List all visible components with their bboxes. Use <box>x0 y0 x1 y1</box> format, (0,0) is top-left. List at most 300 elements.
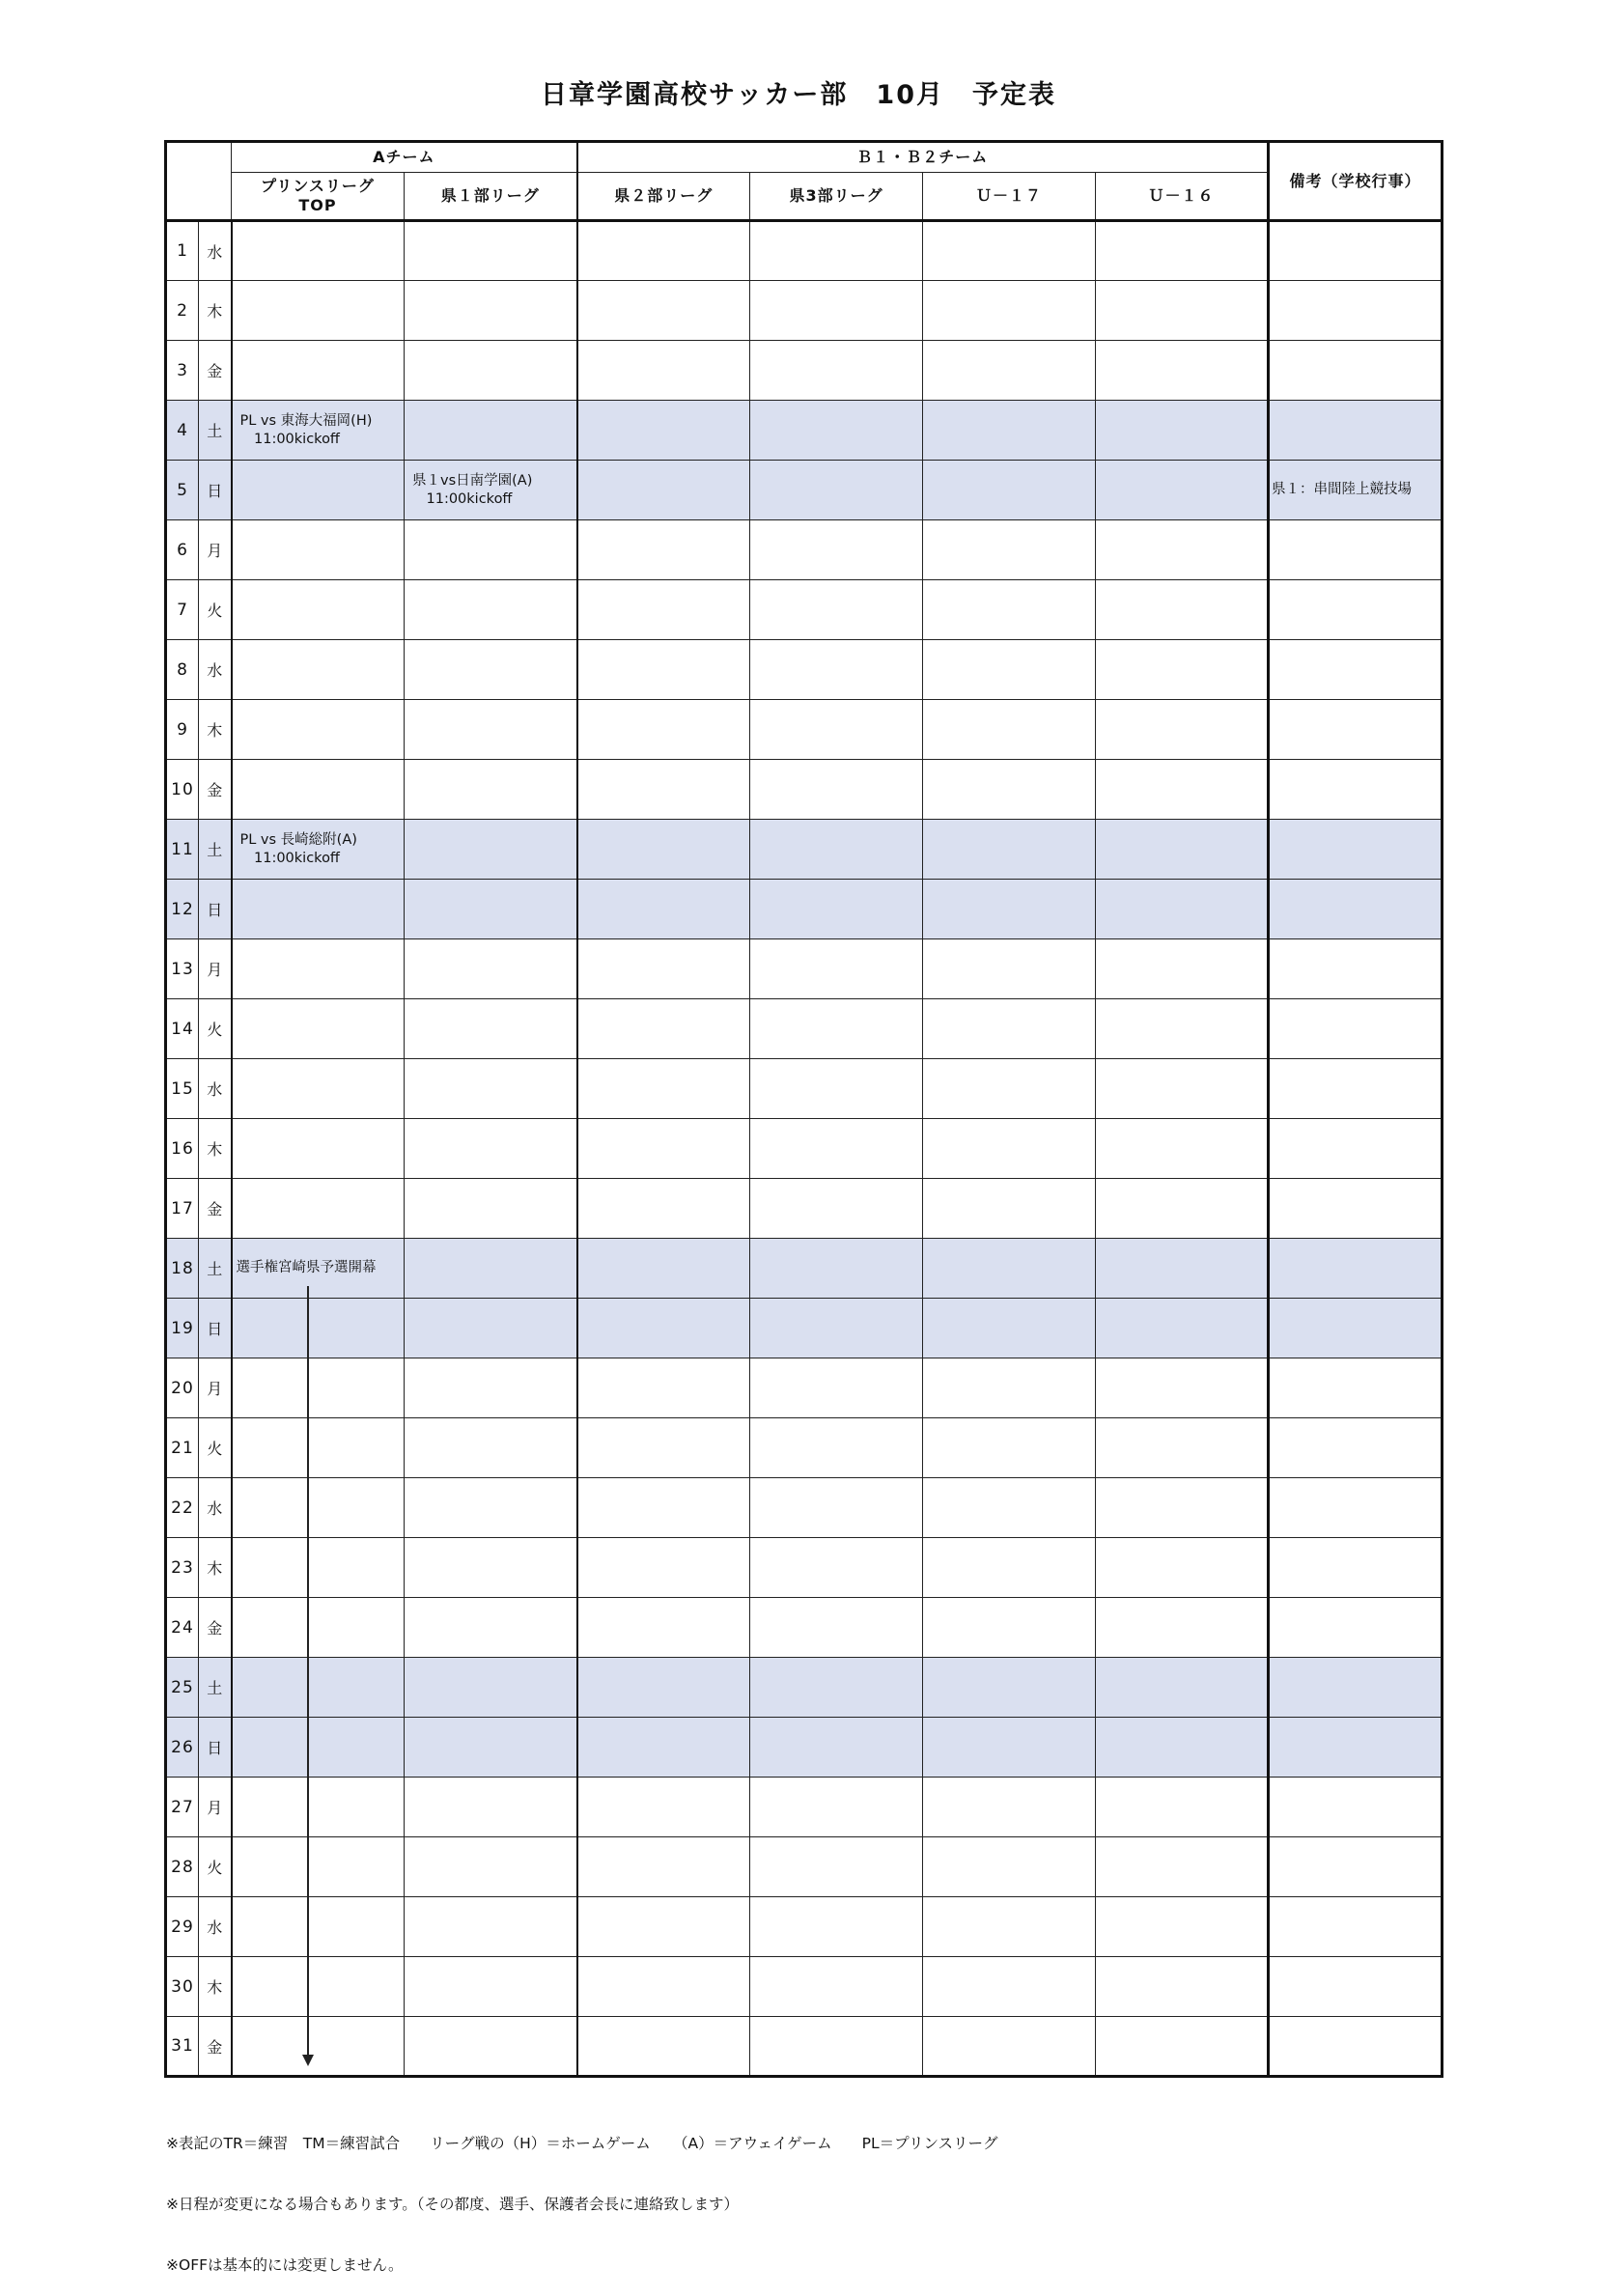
cell-ken1: 県１vs日南学園(A) 11:00kickoff <box>405 461 577 520</box>
cell-u16 <box>1096 939 1269 999</box>
cell-ken2 <box>577 1598 750 1658</box>
cell-ken3 <box>750 640 923 700</box>
cell-u17 <box>923 1179 1096 1239</box>
weekday: 土 <box>199 401 232 461</box>
weekday: 土 <box>199 1239 232 1299</box>
cell-prince <box>232 1778 405 1837</box>
cell-u16 <box>1096 1478 1269 1538</box>
cell-prince <box>232 1478 405 1538</box>
cell-prince <box>232 1418 405 1478</box>
cell-ken1 <box>405 1897 577 1957</box>
cell-u16 <box>1096 520 1269 580</box>
cell-prince <box>232 1598 405 1658</box>
cell-u16 <box>1096 2017 1269 2077</box>
cell-ken2 <box>577 461 750 520</box>
cell-u16 <box>1096 1718 1269 1778</box>
cell-ken3 <box>750 1059 923 1119</box>
cell-remarks <box>1269 580 1443 640</box>
table-row <box>166 1059 1443 1119</box>
cell-ken1 <box>405 1418 577 1478</box>
footnotes <box>166 2093 998 2296</box>
schedule-table <box>164 140 1443 2078</box>
table-row <box>166 1119 1443 1179</box>
cell-ken2 <box>577 1837 750 1897</box>
cell-ken1 <box>405 1358 577 1418</box>
table-row <box>166 1179 1443 1239</box>
cell-prince <box>232 1059 405 1119</box>
cell-u17 <box>923 1598 1096 1658</box>
table-row <box>166 1299 1443 1358</box>
cell-u17 <box>923 221 1096 281</box>
cell-u17 <box>923 640 1096 700</box>
cell-u16 <box>1096 1897 1269 1957</box>
cell-prince: PL vs 長崎総附(A) 11:00kickoff <box>232 820 405 880</box>
cell-ken2 <box>577 700 750 760</box>
table-row <box>166 1778 1443 1837</box>
cell-ken1 <box>405 1059 577 1119</box>
day-number: 25 <box>166 1658 199 1718</box>
day-number: 27 <box>166 1778 199 1837</box>
header-corner <box>166 142 232 221</box>
cell-remarks <box>1269 281 1443 341</box>
weekday: 木 <box>199 700 232 760</box>
weekday: 木 <box>199 1119 232 1179</box>
cell-ken2 <box>577 880 750 939</box>
weekday: 木 <box>199 1957 232 2017</box>
cell-u16 <box>1096 461 1269 520</box>
cell-u16 <box>1096 1179 1269 1239</box>
cell-prince <box>232 700 405 760</box>
cell-u17 <box>923 1119 1096 1179</box>
cell-prince <box>232 880 405 939</box>
cell-ken1 <box>405 1119 577 1179</box>
weekday: 火 <box>199 1837 232 1897</box>
cell-u16 <box>1096 1299 1269 1358</box>
cell-u17 <box>923 1299 1096 1358</box>
table-row <box>166 281 1443 341</box>
cell-ken1 <box>405 999 577 1059</box>
cell-ken2 <box>577 1778 750 1837</box>
cell-ken1 <box>405 1598 577 1658</box>
cell-u16 <box>1096 580 1269 640</box>
cell-ken3 <box>750 1718 923 1778</box>
cell-ken2 <box>577 520 750 580</box>
cell-prince <box>232 1538 405 1598</box>
cell-remarks <box>1269 1778 1443 1837</box>
weekday: 金 <box>199 2017 232 2077</box>
day-number: 5 <box>166 461 199 520</box>
cell-ken2 <box>577 341 750 401</box>
cell-ken2 <box>577 1179 750 1239</box>
cell-u16 <box>1096 1837 1269 1897</box>
table-row <box>166 1897 1443 1957</box>
cell-ken2 <box>577 281 750 341</box>
table-row <box>166 1658 1443 1718</box>
cell-u16 <box>1096 1119 1269 1179</box>
cell-remarks <box>1269 341 1443 401</box>
cell-ken3 <box>750 760 923 820</box>
cell-prince: PL vs 東海大福岡(H) 11:00kickoff <box>232 401 405 461</box>
cell-u17 <box>923 939 1096 999</box>
cell-u17 <box>923 1778 1096 1837</box>
day-number: 6 <box>166 520 199 580</box>
cell-prince <box>232 1658 405 1718</box>
header-prince-top: プリンスリーグ TOP <box>232 173 405 221</box>
table-row <box>166 1957 1443 2017</box>
cell-ken3 <box>750 520 923 580</box>
weekday: 土 <box>199 1658 232 1718</box>
weekday: 月 <box>199 939 232 999</box>
cell-u17 <box>923 880 1096 939</box>
table-row <box>166 401 1443 461</box>
cell-u17 <box>923 1957 1096 2017</box>
weekday: 金 <box>199 760 232 820</box>
cell-ken2 <box>577 1239 750 1299</box>
weekday: 火 <box>199 580 232 640</box>
cell-u17 <box>923 1897 1096 1957</box>
cell-u17 <box>923 2017 1096 2077</box>
cell-u17 <box>923 281 1096 341</box>
cell-remarks <box>1269 1358 1443 1418</box>
cell-ken1 <box>405 1778 577 1837</box>
table-row <box>166 1239 1443 1299</box>
cell-remarks <box>1269 640 1443 700</box>
cell-u16 <box>1096 1418 1269 1478</box>
cell-ken2 <box>577 1119 750 1179</box>
cell-u17 <box>923 461 1096 520</box>
cell-u16 <box>1096 401 1269 461</box>
footnote-line: ※表記のTR＝練習 TM＝練習試合 リーグ戦の（H）＝ホームゲーム （A）＝アウェイゲーム PL＝プリンスリーグ <box>166 2135 998 2152</box>
cell-prince <box>232 1718 405 1778</box>
weekday: 日 <box>199 1299 232 1358</box>
day-number: 19 <box>166 1299 199 1358</box>
cell-prince <box>232 580 405 640</box>
cell-ken1 <box>405 1957 577 2017</box>
table-row <box>166 341 1443 401</box>
cell-remarks <box>1269 820 1443 880</box>
cell-u16 <box>1096 341 1269 401</box>
table-row <box>166 1538 1443 1598</box>
header-a-team: Aチーム <box>232 142 577 173</box>
cell-ken2 <box>577 1299 750 1358</box>
table-row <box>166 760 1443 820</box>
cell-prince <box>232 999 405 1059</box>
cell-u17 <box>923 1059 1096 1119</box>
table-row <box>166 221 1443 281</box>
table-row <box>166 1418 1443 1478</box>
cell-ken2 <box>577 760 750 820</box>
cell-ken1 <box>405 341 577 401</box>
header-ken1: 県１部リーグ <box>405 173 577 221</box>
cell-ken2 <box>577 1358 750 1418</box>
weekday: 金 <box>199 1179 232 1239</box>
cell-ken2 <box>577 1957 750 2017</box>
cell-ken2 <box>577 1538 750 1598</box>
table-row <box>166 1358 1443 1418</box>
cell-ken1 <box>405 520 577 580</box>
table-row <box>166 939 1443 999</box>
cell-ken3 <box>750 1299 923 1358</box>
cell-remarks <box>1269 999 1443 1059</box>
cell-ken1 <box>405 1239 577 1299</box>
cell-ken2 <box>577 820 750 880</box>
cell-ken3 <box>750 1957 923 2017</box>
cell-ken2 <box>577 2017 750 2077</box>
table-row <box>166 1837 1443 1897</box>
cell-ken1 <box>405 1179 577 1239</box>
cell-ken3 <box>750 1538 923 1598</box>
cell-u17 <box>923 1718 1096 1778</box>
cell-prince <box>232 1299 405 1358</box>
day-number: 26 <box>166 1718 199 1778</box>
day-number: 12 <box>166 880 199 939</box>
cell-u16 <box>1096 1239 1269 1299</box>
weekday: 木 <box>199 1538 232 1598</box>
cell-ken3 <box>750 1239 923 1299</box>
cell-ken3 <box>750 1418 923 1478</box>
cell-remarks <box>1269 760 1443 820</box>
cell-u17 <box>923 1418 1096 1478</box>
cell-ken1 <box>405 1837 577 1897</box>
cell-u16 <box>1096 1358 1269 1418</box>
cell-ken3 <box>750 1897 923 1957</box>
cell-u17 <box>923 401 1096 461</box>
table-row <box>166 640 1443 700</box>
cell-ken3 <box>750 880 923 939</box>
day-number: 9 <box>166 700 199 760</box>
cell-remarks <box>1269 1478 1443 1538</box>
cell-remarks <box>1269 221 1443 281</box>
cell-prince <box>232 221 405 281</box>
cell-ken3 <box>750 1478 923 1538</box>
weekday: 月 <box>199 1358 232 1418</box>
day-number: 28 <box>166 1837 199 1897</box>
table-row <box>166 461 1443 520</box>
cell-ken1 <box>405 1718 577 1778</box>
day-number: 24 <box>166 1598 199 1658</box>
footnote-line: ※日程が変更になる場合もあります。（その都度、選手、保護者会長に連絡致します） <box>166 2196 740 2213</box>
table-row <box>166 999 1443 1059</box>
day-number: 29 <box>166 1897 199 1957</box>
cell-ken1 <box>405 221 577 281</box>
cell-u17 <box>923 760 1096 820</box>
cell-u17 <box>923 820 1096 880</box>
weekday: 火 <box>199 1418 232 1478</box>
cell-ken3 <box>750 221 923 281</box>
cell-remarks <box>1269 1538 1443 1598</box>
cell-u16 <box>1096 281 1269 341</box>
header-b-team: Ｂ１・Ｂ２チーム <box>577 142 1269 173</box>
cell-u16 <box>1096 1778 1269 1837</box>
cell-ken2 <box>577 401 750 461</box>
cell-prince <box>232 520 405 580</box>
day-number: 7 <box>166 580 199 640</box>
cell-remarks <box>1269 1119 1443 1179</box>
cell-ken3 <box>750 1598 923 1658</box>
table-row <box>166 1598 1443 1658</box>
cell-ken1 <box>405 1478 577 1538</box>
weekday: 金 <box>199 341 232 401</box>
cell-ken1 <box>405 700 577 760</box>
cell-u17 <box>923 1658 1096 1718</box>
table-row <box>166 2017 1443 2077</box>
day-number: 18 <box>166 1239 199 1299</box>
cell-ken1 <box>405 281 577 341</box>
day-number: 22 <box>166 1478 199 1538</box>
cell-ken3 <box>750 1658 923 1718</box>
cell-ken2 <box>577 939 750 999</box>
cell-ken3 <box>750 281 923 341</box>
cell-prince <box>232 640 405 700</box>
cell-u17 <box>923 1358 1096 1418</box>
cell-u16 <box>1096 221 1269 281</box>
cell-remarks <box>1269 880 1443 939</box>
cell-u16 <box>1096 1059 1269 1119</box>
cell-ken1 <box>405 580 577 640</box>
cell-ken3 <box>750 820 923 880</box>
cell-ken2 <box>577 1718 750 1778</box>
cell-u17 <box>923 580 1096 640</box>
cell-prince <box>232 461 405 520</box>
cell-ken1 <box>405 1538 577 1598</box>
cell-u16 <box>1096 880 1269 939</box>
cell-remarks <box>1269 1418 1443 1478</box>
cell-prince <box>232 1358 405 1418</box>
cell-ken2 <box>577 1658 750 1718</box>
day-number: 8 <box>166 640 199 700</box>
day-number: 2 <box>166 281 199 341</box>
cell-ken3 <box>750 700 923 760</box>
cell-u16 <box>1096 1957 1269 2017</box>
cell-ken3 <box>750 401 923 461</box>
cell-u16 <box>1096 1538 1269 1598</box>
cell-prince <box>232 1897 405 1957</box>
day-number: 13 <box>166 939 199 999</box>
day-number: 14 <box>166 999 199 1059</box>
day-number: 17 <box>166 1179 199 1239</box>
cell-ken1 <box>405 1299 577 1358</box>
cell-ken3 <box>750 1179 923 1239</box>
weekday: 月 <box>199 520 232 580</box>
cell-ken1 <box>405 880 577 939</box>
cell-u17 <box>923 1837 1096 1897</box>
cell-prince <box>232 341 405 401</box>
cell-u16 <box>1096 700 1269 760</box>
header-ken3: 県3部リーグ <box>750 173 923 221</box>
cell-ken1 <box>405 401 577 461</box>
cell-remarks <box>1269 1837 1443 1897</box>
cell-ken3 <box>750 939 923 999</box>
cell-ken1 <box>405 2017 577 2077</box>
weekday: 木 <box>199 281 232 341</box>
day-number: 31 <box>166 2017 199 2077</box>
cell-ken3 <box>750 341 923 401</box>
cell-u17 <box>923 700 1096 760</box>
header-u17: Ｕ－１７ <box>923 173 1096 221</box>
weekday: 金 <box>199 1598 232 1658</box>
cell-ken3 <box>750 580 923 640</box>
cell-u17 <box>923 520 1096 580</box>
table-row <box>166 580 1443 640</box>
cell-remarks <box>1269 939 1443 999</box>
cell-remarks <box>1269 401 1443 461</box>
cell-prince: 選手権宮崎県予選開幕 <box>232 1239 405 1299</box>
tournament-duration-arrow <box>307 1286 309 2058</box>
cell-u16 <box>1096 820 1269 880</box>
cell-remarks <box>1269 1239 1443 1299</box>
header-u16: Ｕ－１６ <box>1096 173 1269 221</box>
cell-ken3 <box>750 1358 923 1418</box>
cell-remarks <box>1269 1598 1443 1658</box>
cell-ken3 <box>750 1837 923 1897</box>
day-number: 4 <box>166 401 199 461</box>
cell-ken1 <box>405 760 577 820</box>
header-remarks: 備考（学校行事） <box>1269 142 1443 221</box>
cell-ken1 <box>405 939 577 999</box>
table-row <box>166 1718 1443 1778</box>
cell-prince <box>232 281 405 341</box>
cell-ken2 <box>577 1478 750 1538</box>
table-row <box>166 820 1443 880</box>
cell-remarks <box>1269 1957 1443 2017</box>
cell-prince <box>232 1179 405 1239</box>
cell-ken2 <box>577 999 750 1059</box>
cell-remarks <box>1269 1179 1443 1239</box>
weekday: 水 <box>199 1478 232 1538</box>
cell-remarks <box>1269 1658 1443 1718</box>
header-ken2: 県２部リーグ <box>577 173 750 221</box>
table-row <box>166 700 1443 760</box>
table-row <box>166 1478 1443 1538</box>
weekday: 日 <box>199 1718 232 1778</box>
day-number: 23 <box>166 1538 199 1598</box>
weekday: 土 <box>199 820 232 880</box>
day-number: 20 <box>166 1358 199 1418</box>
cell-remarks <box>1269 1897 1443 1957</box>
cell-ken3 <box>750 461 923 520</box>
cell-remarks <box>1269 700 1443 760</box>
day-number: 1 <box>166 221 199 281</box>
cell-u16 <box>1096 1598 1269 1658</box>
cell-ken2 <box>577 640 750 700</box>
cell-u17 <box>923 999 1096 1059</box>
cell-prince <box>232 760 405 820</box>
cell-prince <box>232 1957 405 2017</box>
cell-prince <box>232 1837 405 1897</box>
cell-ken2 <box>577 1418 750 1478</box>
cell-ken2 <box>577 580 750 640</box>
cell-ken3 <box>750 1778 923 1837</box>
cell-u16 <box>1096 1658 1269 1718</box>
cell-u16 <box>1096 760 1269 820</box>
cell-u17 <box>923 1538 1096 1598</box>
day-number: 10 <box>166 760 199 820</box>
cell-prince <box>232 1119 405 1179</box>
cell-ken3 <box>750 2017 923 2077</box>
weekday: 水 <box>199 1897 232 1957</box>
day-number: 21 <box>166 1418 199 1478</box>
footnote-line: ※OFFは基本的には変更しません。 <box>166 2256 404 2274</box>
table-row <box>166 880 1443 939</box>
day-number: 30 <box>166 1957 199 2017</box>
weekday: 水 <box>199 221 232 281</box>
day-number: 3 <box>166 341 199 401</box>
cell-ken2 <box>577 1059 750 1119</box>
arrow-down-icon <box>302 2055 314 2066</box>
cell-ken3 <box>750 1119 923 1179</box>
cell-u17 <box>923 1239 1096 1299</box>
cell-ken1 <box>405 640 577 700</box>
